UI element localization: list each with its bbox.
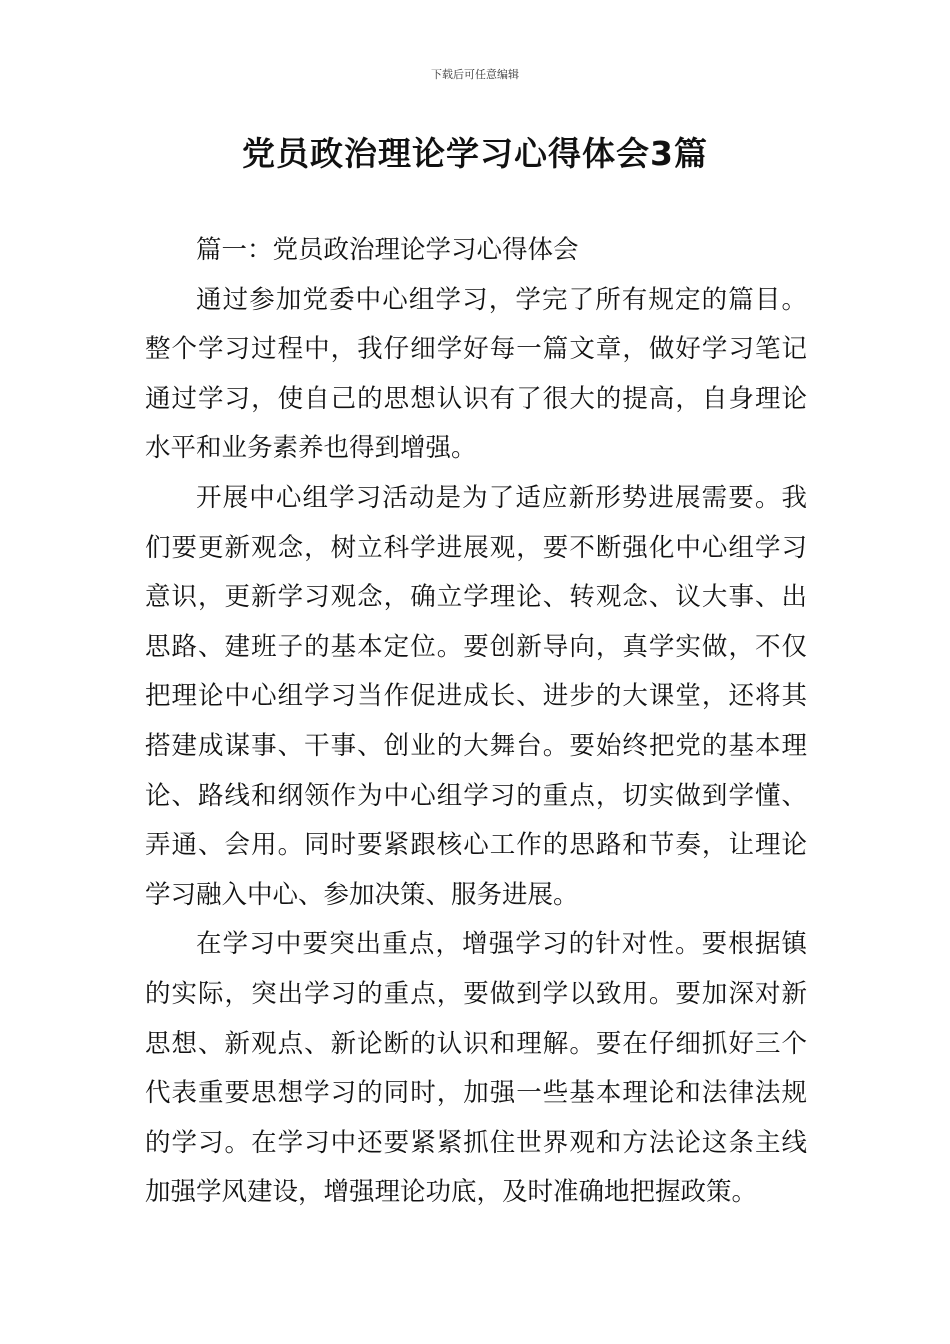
header-note: 下载后可任意编辑 <box>431 68 519 81</box>
paragraph-1: 通过参加党委中心组学习，学完了所有规定的篇目。整个学习过程中，我仔细学好每一篇文章，做好学习笔记通过学习，使自己的思想认识有了很大的提高，自身理论水平和业务素养也得到增强。 <box>145 284 807 464</box>
paragraph-3: 在学习中要突出重点，增强学习的针对性。要根据镇的实际，突出学习的重点，要做到学以致用。要加深对新思想、新观点、新论断的认识和理解。要在仔细抓好三个代表重要思想学习的同时，加强一些基本理论和法律法规的学习。在学习中还要紧紧抓住世界观和方法论这条主线加强学风建设，增强理论功底，及时准确地把握政策。 <box>145 929 807 1208</box>
section-heading: 篇一：党员政治理论学习心得体会 <box>196 235 579 265</box>
paragraph-2: 开展中心组学习活动是为了适应新形势进展需要。我们要更新观念，树立科学进展观，要不断强化中心组学习意识，更新学习观念，确立学理论、转观念、议大事、出思路、建班子的基本定位。要创新导向，真学实做，不仅把理论中心组学习当作促进成长、进步的大课堂，还将其搭建成谋事、干事、创业的大舞台。要始终把党的基本理论、路线和纲领作为中心组学习的重点，切实做到学懂、弄通、会用。同时要紧跟核心工作的思路和节奏，让理论学习融入中心、参加决策、服务进展。 <box>145 482 807 910</box>
document-title: 党员政治理论学习心得体会3篇 <box>242 134 708 173</box>
document-body <box>145 226 807 1218</box>
